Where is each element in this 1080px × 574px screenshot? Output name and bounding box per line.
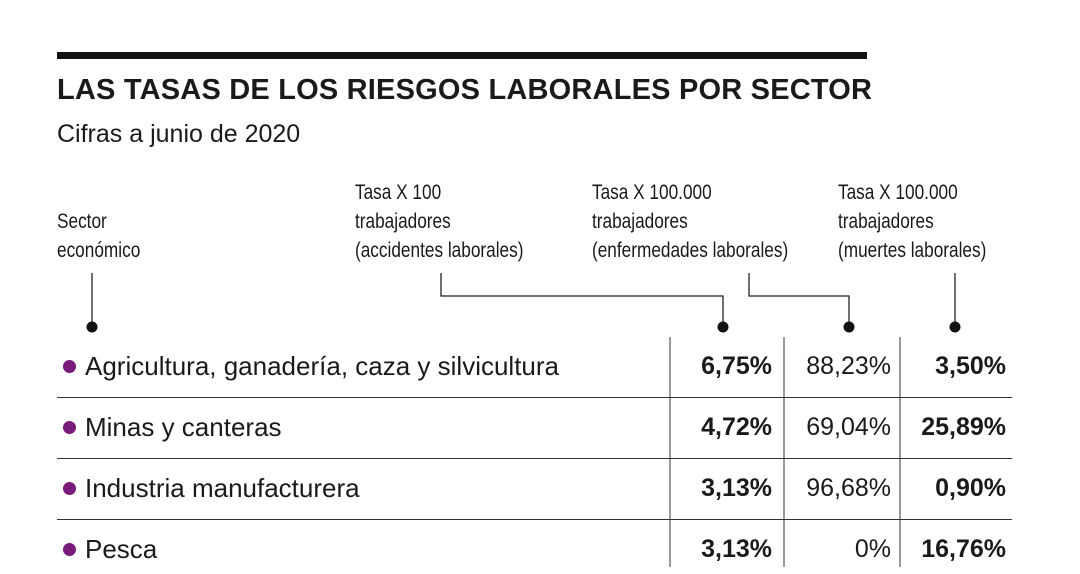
value-cell: 69,04% bbox=[806, 412, 891, 441]
value-cell: 16,76% bbox=[921, 534, 1006, 563]
value-cell: 4,72% bbox=[701, 412, 772, 441]
sector-name: Minas y canteras bbox=[85, 411, 282, 442]
value-cell: 0,90% bbox=[935, 473, 1006, 502]
column-header-line: Tasa X 100.000 bbox=[592, 181, 712, 204]
value-cell: 88,23% bbox=[806, 351, 891, 380]
column-header-line: Tasa X 100 bbox=[355, 181, 442, 204]
value-cell: 6,75% bbox=[701, 351, 772, 380]
row-header-line: económico bbox=[57, 239, 141, 262]
value-cell: 25,89% bbox=[921, 412, 1006, 441]
value-cell: 3,50% bbox=[935, 351, 1006, 380]
column-header-line: trabajadores bbox=[838, 210, 934, 233]
connector-dot bbox=[87, 322, 98, 333]
bullet-icon bbox=[63, 360, 76, 373]
column-header-line: trabajadores bbox=[592, 210, 688, 233]
value-cell: 3,13% bbox=[701, 534, 772, 563]
column-header-line: Tasa X 100.000 bbox=[838, 181, 958, 204]
sector-name: Pesca bbox=[85, 533, 158, 564]
column-header-line: (enfermedades laborales) bbox=[592, 239, 789, 262]
chart-title: LAS TASAS DE LOS RIESGOS LABORALES POR SECTOR bbox=[57, 74, 873, 106]
sector-name: Agricultura, ganadería, caza y silvicultura bbox=[85, 350, 560, 381]
bullet-icon bbox=[63, 543, 76, 556]
value-cell: 3,13% bbox=[701, 473, 772, 502]
bullet-icon bbox=[63, 421, 76, 434]
column-header-line: (muertes laborales) bbox=[838, 239, 987, 262]
row-label bbox=[63, 463, 360, 513]
row-label bbox=[63, 341, 559, 391]
connector-dot bbox=[718, 322, 729, 333]
chart-subtitle: Cifras a junio de 2020 bbox=[57, 120, 301, 148]
connector-dot bbox=[844, 322, 855, 333]
value-cell: 96,68% bbox=[806, 473, 891, 502]
bullet-icon bbox=[63, 482, 76, 495]
connector-dot bbox=[950, 322, 961, 333]
value-cell: 0% bbox=[854, 534, 891, 563]
row-header-line: Sector bbox=[57, 210, 107, 233]
column-header-line: (accidentes laborales) bbox=[355, 239, 524, 262]
sector-name: Industria manufacturera bbox=[85, 472, 360, 503]
connector-line bbox=[749, 273, 849, 322]
connector-line bbox=[441, 273, 723, 322]
row-label bbox=[63, 402, 282, 452]
column-header-line: trabajadores bbox=[355, 210, 451, 233]
